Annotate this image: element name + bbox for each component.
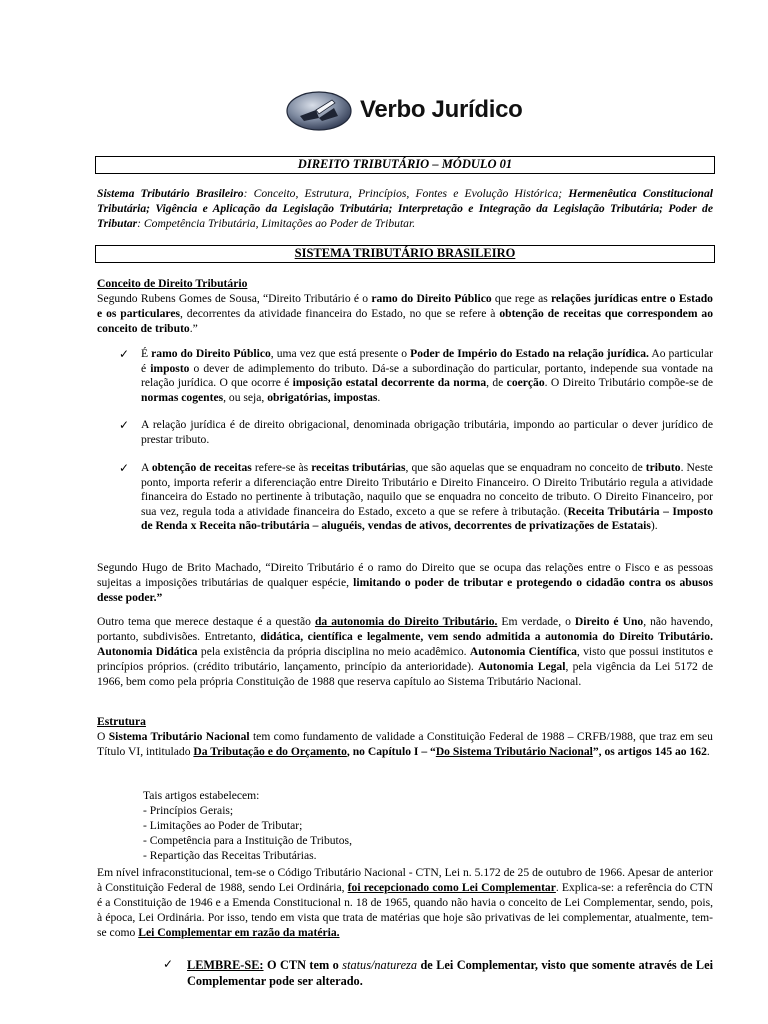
check-icon: ✓	[119, 461, 130, 475]
section-title: SISTEMA TRIBUTÁRIO BRASILEIRO	[95, 245, 715, 263]
artigos-list	[143, 788, 352, 863]
check-icon: ✓	[119, 418, 130, 432]
logo-text: Verbo Jurídico	[360, 96, 523, 123]
bullet-relacao-juridica: A relação jurídica é de direito obrigacional, denominada obrigação tributária, impondo ao particular o dever jurídico de prestar tributo.	[141, 418, 713, 446]
conceito-heading: Conceito de Direito Tributário	[97, 277, 248, 290]
conceito-section	[97, 276, 713, 336]
book-pen-logo-icon	[286, 90, 352, 132]
logo[interactable]	[286, 90, 526, 134]
autonomia-paragraph: Outro tema que merece destaque é a questão da autonomia do Direito Tributário. Em verdade, o Direito é Uno, não havendo, portanto, subdivisões. Entretanto, didática, científica e legalmente, vem sendo admitida a autonomia do Direito Tributário. Autonomia Didática pela existência da própria disciplina no meio acadêmico. Autonomia Científica, visto que possui institutos e princípios próprios. (crédito tributário, lançamento, princípio da anterioridade). Autonomia Legal, pela vigência da Lei 5172 de 1966, bem como pela própria Constituição de 1988 que reserva capítulo ao Sistema Tributário Nacional.	[97, 615, 713, 688]
module-title: DIREITO TRIBUTÁRIO – MÓDULO 01	[95, 156, 715, 174]
lembre-se-note: LEMBRE-SE: O CTN tem o status/natureza de Lei Complementar, visto que somente através de Lei Complementar pode ser alterado.	[187, 958, 713, 988]
list-intro: Tais artigos estabelecem:	[143, 789, 260, 802]
estrutura-section	[97, 714, 713, 759]
estrutura-paragraph: O Sistema Tributário Nacional tem como fundamento de validade a Constituição Federal de 1988 – CRFB/1988, que traz em seu Título VI, intitulado Da Tributação e do Orçamento, no Capítulo I – “Do Sistema Tributário Nacional”, os artigos 145 ao 162.	[97, 730, 713, 758]
conceito-paragraph: Segundo Rubens Gomes de Sousa, “Direito Tributário é o ramo do Direito Público que rege as relações jurídicas entre o Estado e os particulares, decorrentes da atividade financeira do Estado, no que se refere à obtenção de receitas que correspondem ao conceito de tributo.”	[97, 292, 713, 335]
topics-paragraph: Sistema Tributário Brasileiro: Conceito, Estrutura, Princípios, Fontes e Evolução Histórica; Hermenêutica Constitucional Tributária; Vigência e Aplicação da Legislação Tributária; Interpretação e Integração da Legislação Tributária; Poder de Tributar: Competência Tributária, Limitações ao Poder de Tributar.	[97, 187, 714, 230]
estrutura-heading: Estrutura	[97, 715, 146, 728]
list-item: - Limitações ao Poder de Tributar;	[143, 819, 303, 832]
list-item: - Princípios Gerais;	[143, 804, 234, 817]
list-item: - Competência para a Instituição de Tributos,	[143, 834, 352, 847]
bullet-ramo-direito-publico: É ramo do Direito Público, uma vez que está presente o Poder de Império do Estado na relação jurídica. Ao particular é imposto o dever de adimplemento do tributo. Dá-se a subordinação do particular, portanto, independe sua vontade na relação jurídica. O que ocorre é imposição estatal decorrente da norma, de coerção. O Direito Tributário compõe-se de normas cogentes, ou seja, obrigatórias, impostas.	[141, 347, 714, 404]
ctn-paragraph: Em nível infraconstitucional, tem-se o Código Tributário Nacional - CTN, Lei n. 5.172 de 25 de outubro de 1966. Apesar de anterior à Constituição Federal de 1988, sendo Lei Ordinária, foi recepcionado como Lei Complementar. Explica-se: a referência do CTN é a Constituição de 1946 e a Emenda Constitucional n. 18 de 1965, quando não havia o conceito de Lei Complementar, sendo, pois, à época, Lei Ordinária. Por isso, tendo em vista que trata de matérias que hoje são privativas de lei complementar, atualmente, tem-se como Lei Complementar em razão da matéria.	[97, 866, 713, 939]
check-icon: ✓	[163, 957, 174, 971]
check-icon: ✓	[119, 347, 130, 361]
machado-paragraph: Segundo Hugo de Brito Machado, “Direito Tributário é o ramo do Direito que se ocupa das relações entre o Fisco e as pessoas sujeitas a imposições tributárias de qualquer espécie, limitando o poder de tributar e protegendo o cidadão contra os abusos desse poder.”	[97, 561, 713, 604]
list-item: - Repartição das Receitas Tributárias.	[143, 849, 317, 862]
bullet-obtencao-receitas: A obtenção de receitas refere-se às receitas tributárias, que são aquelas que se enquadram no conceito de tributo. Neste ponto, importa referir a diferenciação entre Direito Tributário e Direito Financeiro. O Direito Tributário regula a atividade financeira do Estado no pertinente à tributação, naquilo que se enquadra no conceito de tributo. O Direito Financeiro, por sua vez, regula toda a atividade financeira do Estado, exceto a que se refere à tributação. (Receita Tributária – Imposto de Renda x Receita não-tributária – aluguéis, vendas de ativos, decorrentes de privatizações de Estatais).	[141, 461, 714, 532]
